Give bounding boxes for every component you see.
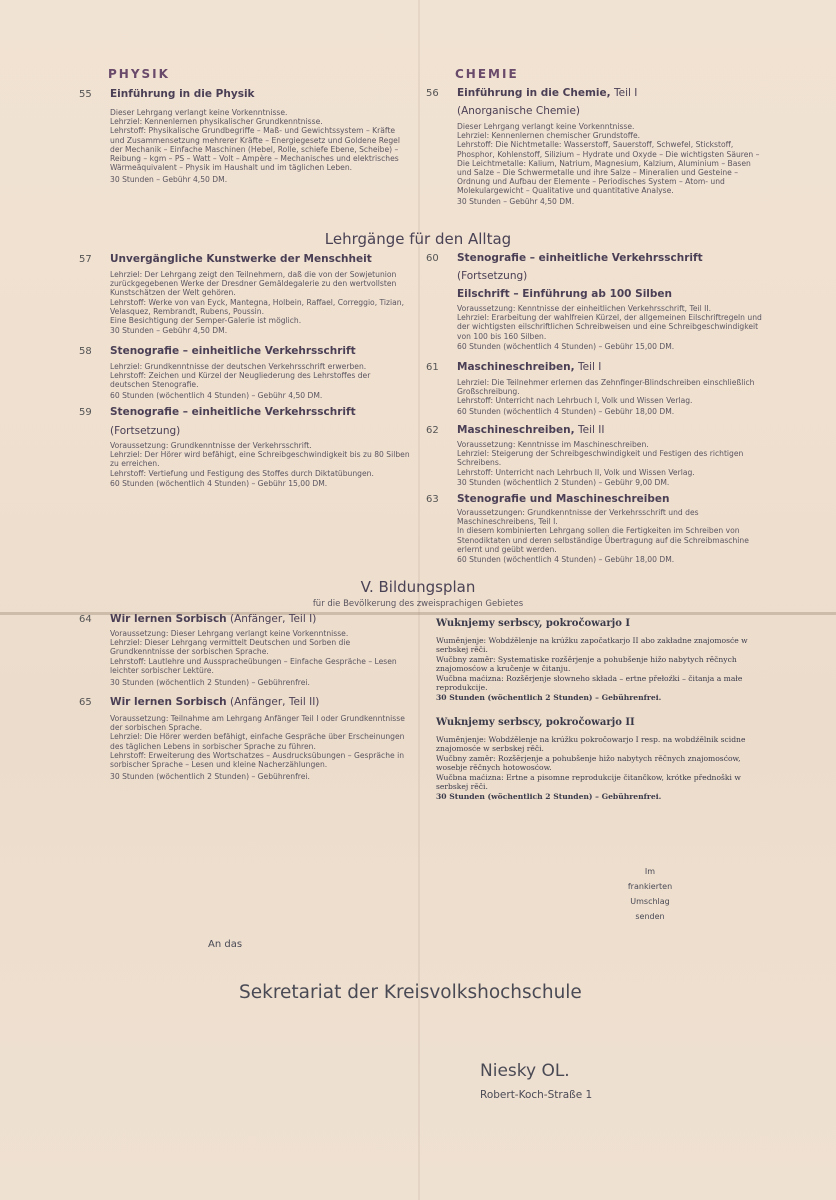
course-55 xyxy=(79,87,410,185)
course-subtitle: (Fortsetzung) xyxy=(110,425,181,437)
course-61 xyxy=(426,360,762,417)
alltag-heading: Lehrgänge für den Alltag xyxy=(324,230,512,248)
course-fee: 30 Stunden (wöchentlich 2 Stunden) – Gebührenfrei. xyxy=(110,678,310,688)
course-65 xyxy=(79,695,415,782)
course-body: Dieser Lehrgang verlangt keine Vorkenntnisse. Lehrziel: Kennenlernen physikalischer Grundkenntnisse. Lehrstoff: Physikalische Grundbegriffe – Maß- und Gewichtssystem – Kräfte und Zusammensetzung mehrerer Kräfte – Energiegesetz und Goldene Regel der Mechanik – Einfache Maschinen (Hebel, Rolle, schiefe Ebene, Scheibe) – Reibung – kgm – PS – Watt – Volt – Ampère – Mechanisches und elektrisches Wärmeäquivalent – Physik im Haushalt und im täglichen Leben. xyxy=(110,108,400,173)
course-body: Voraussetzung: Teilnahme am Lehrgang Anfänger Teil I oder Grundkenntnisse der sorbischen Sprache. Lehrziel: Die Hörer werden befähigt, einfache Gespräche über Erscheinungen des täglichen Lebens in sorbischer Sprache zu führen. Lehrstoff: Erweiterung des Wortschatzes – Ausdrucksübungen – Gespräche in sorbischer Sprache – Lesen und kleine Nacherzählungen. xyxy=(110,714,405,770)
course-title: Maschineschreiben, xyxy=(457,361,575,373)
course-body: Lehrziel: Die Teilnehmer erlernen das Zehnfinger-Blindschreiben einschließlich Großschreibung. Lehrstoff: Unterricht nach Lehrbuch I, Volk und Wissen Verlag. xyxy=(457,378,755,406)
course-title-extra: Teil I xyxy=(610,87,638,99)
course-fee: 30 Stunden (wöchentlich 2 Stunden) – Gebührenfrei. xyxy=(436,792,662,802)
course-subtitle: (Fortsetzung) xyxy=(457,270,528,282)
course-title: Wir lernen Sorbisch xyxy=(110,613,227,625)
course-56 xyxy=(426,86,762,207)
course-subtitle-2: Eilschrift – Einführung ab 100 Silben xyxy=(457,288,673,300)
course-number: 65 xyxy=(79,697,92,708)
course-body: Voraussetzung: Dieser Lehrgang verlangt keine Vorkenntnisse. Lehrziel: Dieser Lehrgang vermittelt Deutschen und Sorben die Grundkenntnisse der sorbischen Sprache. Lehrstoff: Lautlehre und Ausspracheübungen – Einfache Gespräche – Lesen leichter sorbischer Lektüre. xyxy=(110,629,397,675)
course-body: Dieser Lehrgang verlangt keine Vorkenntnisse. Lehrziel: Kennenlernen chemischer Grundstoffe. Lehrstoff: Die Nichtmetalle: Wasserstoff, Sauerstoff, Schwefel, Stickstoff, Phosphor, Kohlenstoff, Silizium – Hydrate und Oxyde – Die wichtigsten Säuren – Die Leichtmetalle: Kalium, Natrium, Magnesium, Kalzium, Aluminium – Basen und Salze – Die Schwermetalle und ihre Salze – Mineralien und Gesteine – Ordnung und Aufbau der Elemente – Periodisches System – Atom- und Molekulargewicht – Qualitative und quantitative Analyse. xyxy=(457,122,760,196)
course-subtitle: (Anorganische Chemie) xyxy=(457,105,581,117)
course-title: Wir lernen Sorbisch xyxy=(110,696,227,708)
course-63 xyxy=(426,492,762,565)
course-fee: 30 Stunden (wöchentlich 2 Stunden) – Gebührenfrei. xyxy=(110,772,310,782)
recipient-city: Niesky OL. xyxy=(480,1061,570,1081)
bildungsplan-heading: V. Bildungsplan xyxy=(360,578,476,596)
stamp-note-line: senden xyxy=(635,912,665,921)
course-number: 63 xyxy=(426,494,439,505)
course-title: Einführung in die Physik xyxy=(110,88,255,100)
course-number: 61 xyxy=(426,362,439,373)
course-62 xyxy=(426,423,762,488)
course-number: 60 xyxy=(426,253,439,264)
course-60 xyxy=(426,251,762,352)
course-title: Stenografie – einheitliche Verkehrsschrift xyxy=(457,252,703,264)
course-fee: 60 Stunden (wöchentlich 4 Stunden) – Gebühr 15,00 DM. xyxy=(457,341,675,351)
course-number: 64 xyxy=(79,614,92,625)
course-title: Maschineschreiben, xyxy=(457,424,575,436)
course-body: Voraussetzung: Grundkenntnisse der Verkehrsschrift. Lehrziel: Der Hörer wird befähigt, eine Schreibgeschwindigkeit bis zu 80 Silben zu erreichen. Lehrstoff: Vertiefung und Festigung des Stoffes durch Diktatübungen. xyxy=(110,441,410,478)
course-title-extra: Teil I xyxy=(574,361,602,373)
course-number: 62 xyxy=(426,425,439,436)
course-number: 59 xyxy=(79,407,92,418)
course-58 xyxy=(79,344,410,401)
course-body: Voraussetzung: Kenntnisse der einheitlichen Verkehrsschrift, Teil II. Lehrziel: Erarbeitung der wahlfreien Kürzel, der allgemeinen Eilschriftregeln und der wichtigsten eilschriftlichen Schreibweisen und eine Schreibgeschwindigkeit von 100 bis 160 Silben. xyxy=(457,304,762,341)
bildungsplan-subheading: für die Bevölkerung des zweisprachigen Gebietes xyxy=(312,599,524,609)
course-body: Wuměnjenje: Wobdźělenje na krúžku pokročowarjo I resp. na wobdźělnik scidne znajomosće w serbskej rěči. Wučbny zaměr: Rozšěrjenje a pohubšenje hižo nabytych rěčnych znajomosćow, wosebje rěčnych hotowosćow. Wučbna maćizna: Ertne a pisomne reprodukcije čitančkow, krótke přednoški w serbskej rěči. xyxy=(436,735,746,792)
course-64 xyxy=(79,612,415,688)
course-number: 57 xyxy=(79,254,92,265)
course-body: Lehrziel: Der Lehrgang zeigt den Teilnehmern, daß die von der Sowjetunion zurückgegebenen Werke der Dresdner Gemäldegalerie zu den wertvollsten Kunstschätzen der Welt gehören. Lehrstoff: Werke von van Eyck, Mantegna, Holbein, Raffael, Correggio, Tizian, Velasquez, Rembrandt, Rubens, Poussin. Eine Besichtigung der Semper-Galerie ist möglich. xyxy=(110,270,405,326)
course-fee: 30 Stunden – Gebühr 4,50 DM. xyxy=(110,175,228,185)
stamp-note-line: Im xyxy=(644,867,656,876)
course-title-extra: Teil II xyxy=(574,424,605,436)
course-title: Stenografie – einheitliche Verkehrsschrift xyxy=(110,406,356,418)
course-fee: 30 Stunden – Gebühr 4,50 DM. xyxy=(110,326,228,336)
course-fee: 60 Stunden (wöchentlich 4 Stunden) – Gebühr 18,00 DM. xyxy=(457,555,675,565)
course-body: Voraussetzungen: Grundkenntnisse der Verkehrsschrift und des Maschineschreibens, Teil I. In diesem kombinierten Lehrgang sollen die Fertigkeiten im Schreiben von Stenodiktaten und deren selbständige Übertragung auf die Schreibmaschine erlernt und geübt werden. xyxy=(457,508,749,554)
sorbian-course-1 xyxy=(436,617,762,703)
address-to: An das xyxy=(208,939,243,950)
recipient-street: Robert-Koch-Straße 1 xyxy=(480,1089,593,1101)
course-59 xyxy=(79,405,410,489)
course-title: Stenografie – einheitliche Verkehrsschrift xyxy=(110,345,356,357)
course-title: Unvergängliche Kunstwerke der Menschheit xyxy=(110,253,372,265)
course-fee: 30 Stunden – Gebühr 4,50 DM. xyxy=(457,196,575,206)
sorbian-course-2 xyxy=(436,716,762,802)
course-number: 56 xyxy=(426,88,439,99)
course-fee: 60 Stunden (wöchentlich 4 Stunden) – Gebühr 18,00 DM. xyxy=(457,406,675,416)
course-number: 58 xyxy=(79,346,92,357)
course-fee: 30 Stunden (wöchentlich 2 Stunden) – Gebührenfrei. xyxy=(436,693,662,703)
course-fee: 30 Stunden (wöchentlich 2 Stunden) – Gebühr 9,00 DM. xyxy=(457,477,670,487)
course-title-extra: (Anfänger, Teil I) xyxy=(226,613,317,625)
course-title: Einführung in die Chemie, xyxy=(457,87,611,99)
course-body: Lehrziel: Grundkenntnisse der deutschen Verkehrsschrift erwerben. Lehrstoff: Zeichen und Kürzel der Neugliederung des Lehrstoffes der deutschen Stenografie. xyxy=(110,362,371,390)
course-number: 55 xyxy=(79,89,92,100)
recipient-name: Sekretariat der Kreisvolkshochschule xyxy=(239,982,582,1003)
stamp-note-line: frankierten xyxy=(627,882,673,891)
course-title: Wuknjemy serbscy, pokročowarjo II xyxy=(436,717,635,728)
stamp-note-line: Umschlag xyxy=(630,897,670,906)
course-title-extra: (Anfänger, Teil II) xyxy=(226,696,320,708)
chemie-heading: CHEMIE xyxy=(455,67,519,81)
physik-heading: PHYSIK xyxy=(108,67,170,81)
course-57 xyxy=(79,252,410,336)
course-fee: 60 Stunden (wöchentlich 4 Stunden) – Gebühr 4,50 DM. xyxy=(110,390,323,400)
course-body: Voraussetzung: Kenntnisse im Maschineschreiben. Lehrziel: Steigerung der Schreibgeschwindigkeit und Festigen des richtigen Schreibens. Lehrstoff: Unterricht nach Lehrbuch II, Volk und Wissen Verlag. xyxy=(457,440,744,477)
course-fee: 60 Stunden (wöchentlich 4 Stunden) – Gebühr 15,00 DM. xyxy=(110,478,328,488)
course-body: Wuměnjenje: Wobdźělenje na krúžku započatkarjo II abo zakładne znajomosće w serbskej rěči. Wučbny zaměr: Systematiske rozšěrjenje a pohubšenje hižo nabytych rěčnych znajomosćow a kručenje w čitanju. Wučbna maćizna: Rozšěrjenje słowneho składa – ertne přełoźki – čitanja a małe reprodukcije. xyxy=(436,636,748,693)
stamp-note xyxy=(600,864,700,924)
course-title: Stenografie und Maschineschreiben xyxy=(457,493,670,505)
course-title: Wuknjemy serbscy, pokročowarjo I xyxy=(436,618,631,629)
